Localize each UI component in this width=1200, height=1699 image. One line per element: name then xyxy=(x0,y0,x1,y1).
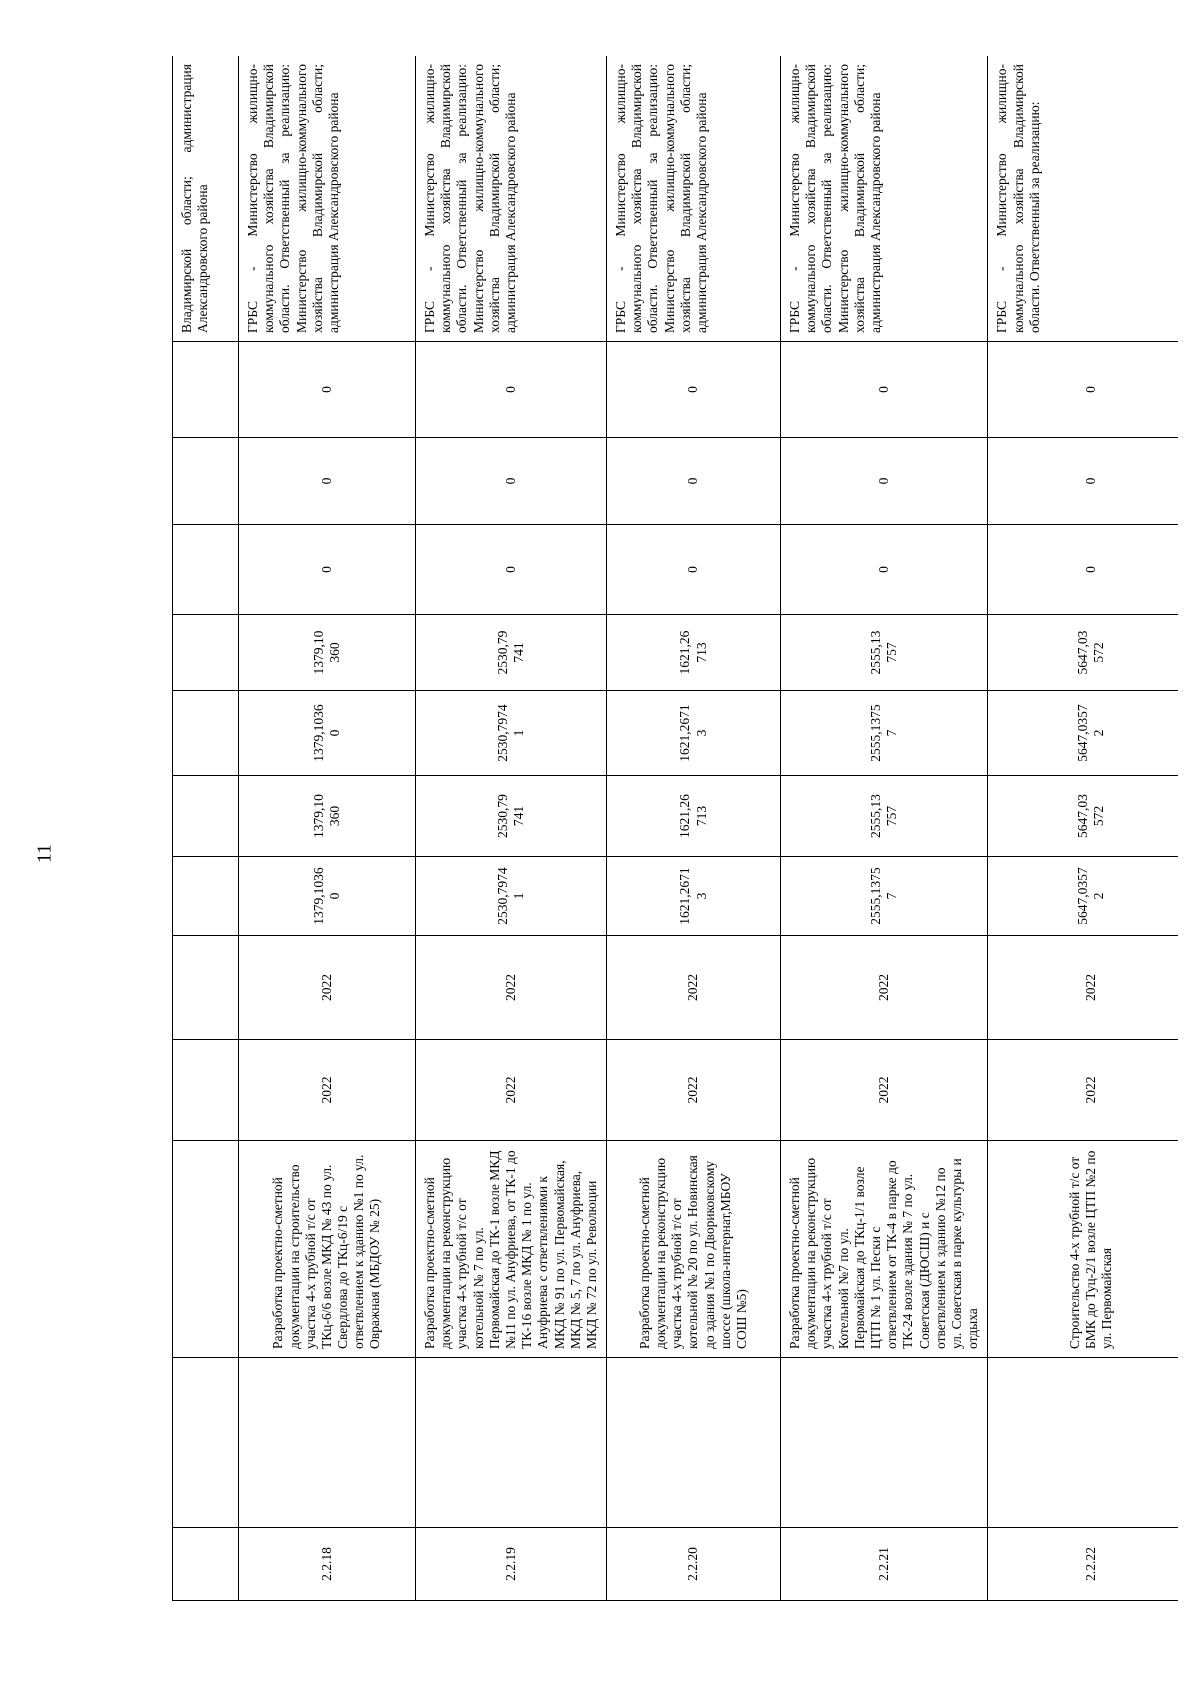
grbs-cell: ГРБС - Министерство жилищно-коммунального хозяйства Владимирской области. Ответственный за реализацию: Министерство жилищно-коммунального хозяйства Владимирской области; администрация Александровского района xyxy=(781,56,988,342)
value-3: 5647,0357 2 xyxy=(988,691,1178,776)
value-7: 0 xyxy=(416,342,607,438)
grbs-cell: ГРБС - Министерство жилищно-коммунального хозяйства Владимирской области. Ответственный за реализацию: Министерство жилищно-коммунального хозяйства Владимирской области; администрация Александровского района xyxy=(607,56,781,342)
grbs-cell: ГРБС - Министерство жилищно-коммунального хозяйства Владимирской области. Ответственный за реализацию: xyxy=(988,56,1178,342)
year-start: 2022 xyxy=(239,1040,416,1141)
year-end: 2022 xyxy=(781,936,988,1040)
value-7: 0 xyxy=(988,342,1178,438)
value-2: 2530,79 741 xyxy=(416,776,607,857)
value-6: 0 xyxy=(416,438,607,525)
table-row xyxy=(239,56,416,1601)
year-end: 2022 xyxy=(607,936,781,1040)
row-number: 2.2.18 xyxy=(239,1528,416,1601)
row-description: Строительство 4-х трубной т/с от БМК до Туц-2/1 возле ЦТП №2 по ул. Первомайская xyxy=(988,1141,1178,1358)
value-2: 2555,13 757 xyxy=(781,776,988,857)
program-table xyxy=(172,56,1178,1601)
year-start: 2022 xyxy=(781,1040,988,1141)
value-5: 0 xyxy=(416,525,607,615)
year-start: 2022 xyxy=(416,1040,607,1141)
value-5: 0 xyxy=(239,525,416,615)
year-end: 2022 xyxy=(988,936,1178,1040)
year-start: 2022 xyxy=(607,1040,781,1141)
value-4: 2530,79 741 xyxy=(416,615,607,691)
value-7: 0 xyxy=(781,342,988,438)
value-4: 5647,03 572 xyxy=(988,615,1178,691)
table-row xyxy=(988,56,1178,1601)
value-5: 0 xyxy=(607,525,781,615)
table-container xyxy=(172,56,1178,1601)
year-end: 2022 xyxy=(239,936,416,1040)
value-2: 5647,03 572 xyxy=(988,776,1178,857)
value-7: 0 xyxy=(239,342,416,438)
year-end: 2022 xyxy=(416,936,607,1040)
value-1: 1379,1036 0 xyxy=(239,857,416,936)
value-6: 0 xyxy=(607,438,781,525)
row-number: 2.2.19 xyxy=(416,1528,607,1601)
value-6: 0 xyxy=(239,438,416,525)
row-description: Разработка проектно-сметной документации на реконструкцию участка 4-х трубной т/с от Котельной №7 по ул. Первомайская до ТКц-1/1 возле ЦТП № 1 ул. Пески с ответвлением от ТК-4 в парке до ТК-24 возле здания № 7 по ул. Советская (ДЮСШ) и с ответвлением к зданию №12 по ул. Советская в парке культуры и отдыха xyxy=(781,1141,988,1358)
table-row xyxy=(173,56,239,1601)
grbs-cell: Владимирской области; администрация Александровского района xyxy=(173,56,239,342)
value-3: 1621,2671 3 xyxy=(607,691,781,776)
value-4: 1621,26 713 xyxy=(607,615,781,691)
table-row xyxy=(416,56,607,1601)
row-description: Разработка проектно-сметной документации на реконструкцию участка 4-х трубной т/с от котельной № 7 по ул. Первомайская до ТК-1 возле МКД №11 по ул. Ануфриева, от ТК-1 до ТК-16 возле МКД № 1 по ул. Ануфриева с ответвлениями к МКД № 91 по ул. Первомайская, МКД № 5, 7 по ул. Ануфриева, МКД № 72 по ул. Революции xyxy=(416,1141,607,1358)
row-number: 2.2.21 xyxy=(781,1528,988,1601)
value-7: 0 xyxy=(607,342,781,438)
value-4: 2555,13 757 xyxy=(781,615,988,691)
value-6: 0 xyxy=(988,438,1178,525)
value-2: 1621,26 713 xyxy=(607,776,781,857)
year-start: 2022 xyxy=(988,1040,1178,1141)
value-3: 1379,1036 0 xyxy=(239,691,416,776)
value-3: 2530,7974 1 xyxy=(416,691,607,776)
row-number: 2.2.22 xyxy=(988,1528,1178,1601)
page-number: 11 xyxy=(33,843,56,864)
value-5: 0 xyxy=(781,525,988,615)
value-3: 2555,1375 7 xyxy=(781,691,988,776)
value-4: 1379,10 360 xyxy=(239,615,416,691)
grbs-cell: ГРБС - Министерство жилищно-коммунального хозяйства Владимирской области. Ответственный за реализацию: Министерство жилищно-коммунального хозяйства Владимирской области; администрация Александровского района xyxy=(416,56,607,342)
table-row xyxy=(781,56,988,1601)
row-description: Разработка проектно-сметной документации на реконструкцию участка 4-х трубной т/с от котельной № 20 по ул. Новинская до здания №1 по Двориковскому шоссе (школа-интернат,МБОУ СОШ №5) xyxy=(607,1141,781,1358)
table-row xyxy=(607,56,781,1601)
value-1: 2530,7974 1 xyxy=(416,857,607,936)
value-2: 1379,10 360 xyxy=(239,776,416,857)
value-1: 2555,1375 7 xyxy=(781,857,988,936)
value-6: 0 xyxy=(781,438,988,525)
grbs-cell: ГРБС - Министерство жилищно-коммунального хозяйства Владимирской области. Ответственный за реализацию: Министерство жилищно-коммунального хозяйства Владимирской области; администрация Александровского района xyxy=(239,56,416,342)
value-1: 5647,0357 2 xyxy=(988,857,1178,936)
value-5: 0 xyxy=(988,525,1178,615)
row-description: Разработка проектно-сметной документации на строительство участка 4-х трубной т/с от ТКц-6/6 возле МКД № 43 по ул. Свердлова до ТКц-6/19 с ответвлением к зданию №1 по ул. Овражная (МБДОУ № 25) xyxy=(239,1141,416,1358)
row-number: 2.2.20 xyxy=(607,1528,781,1601)
value-1: 1621,2671 3 xyxy=(607,857,781,936)
